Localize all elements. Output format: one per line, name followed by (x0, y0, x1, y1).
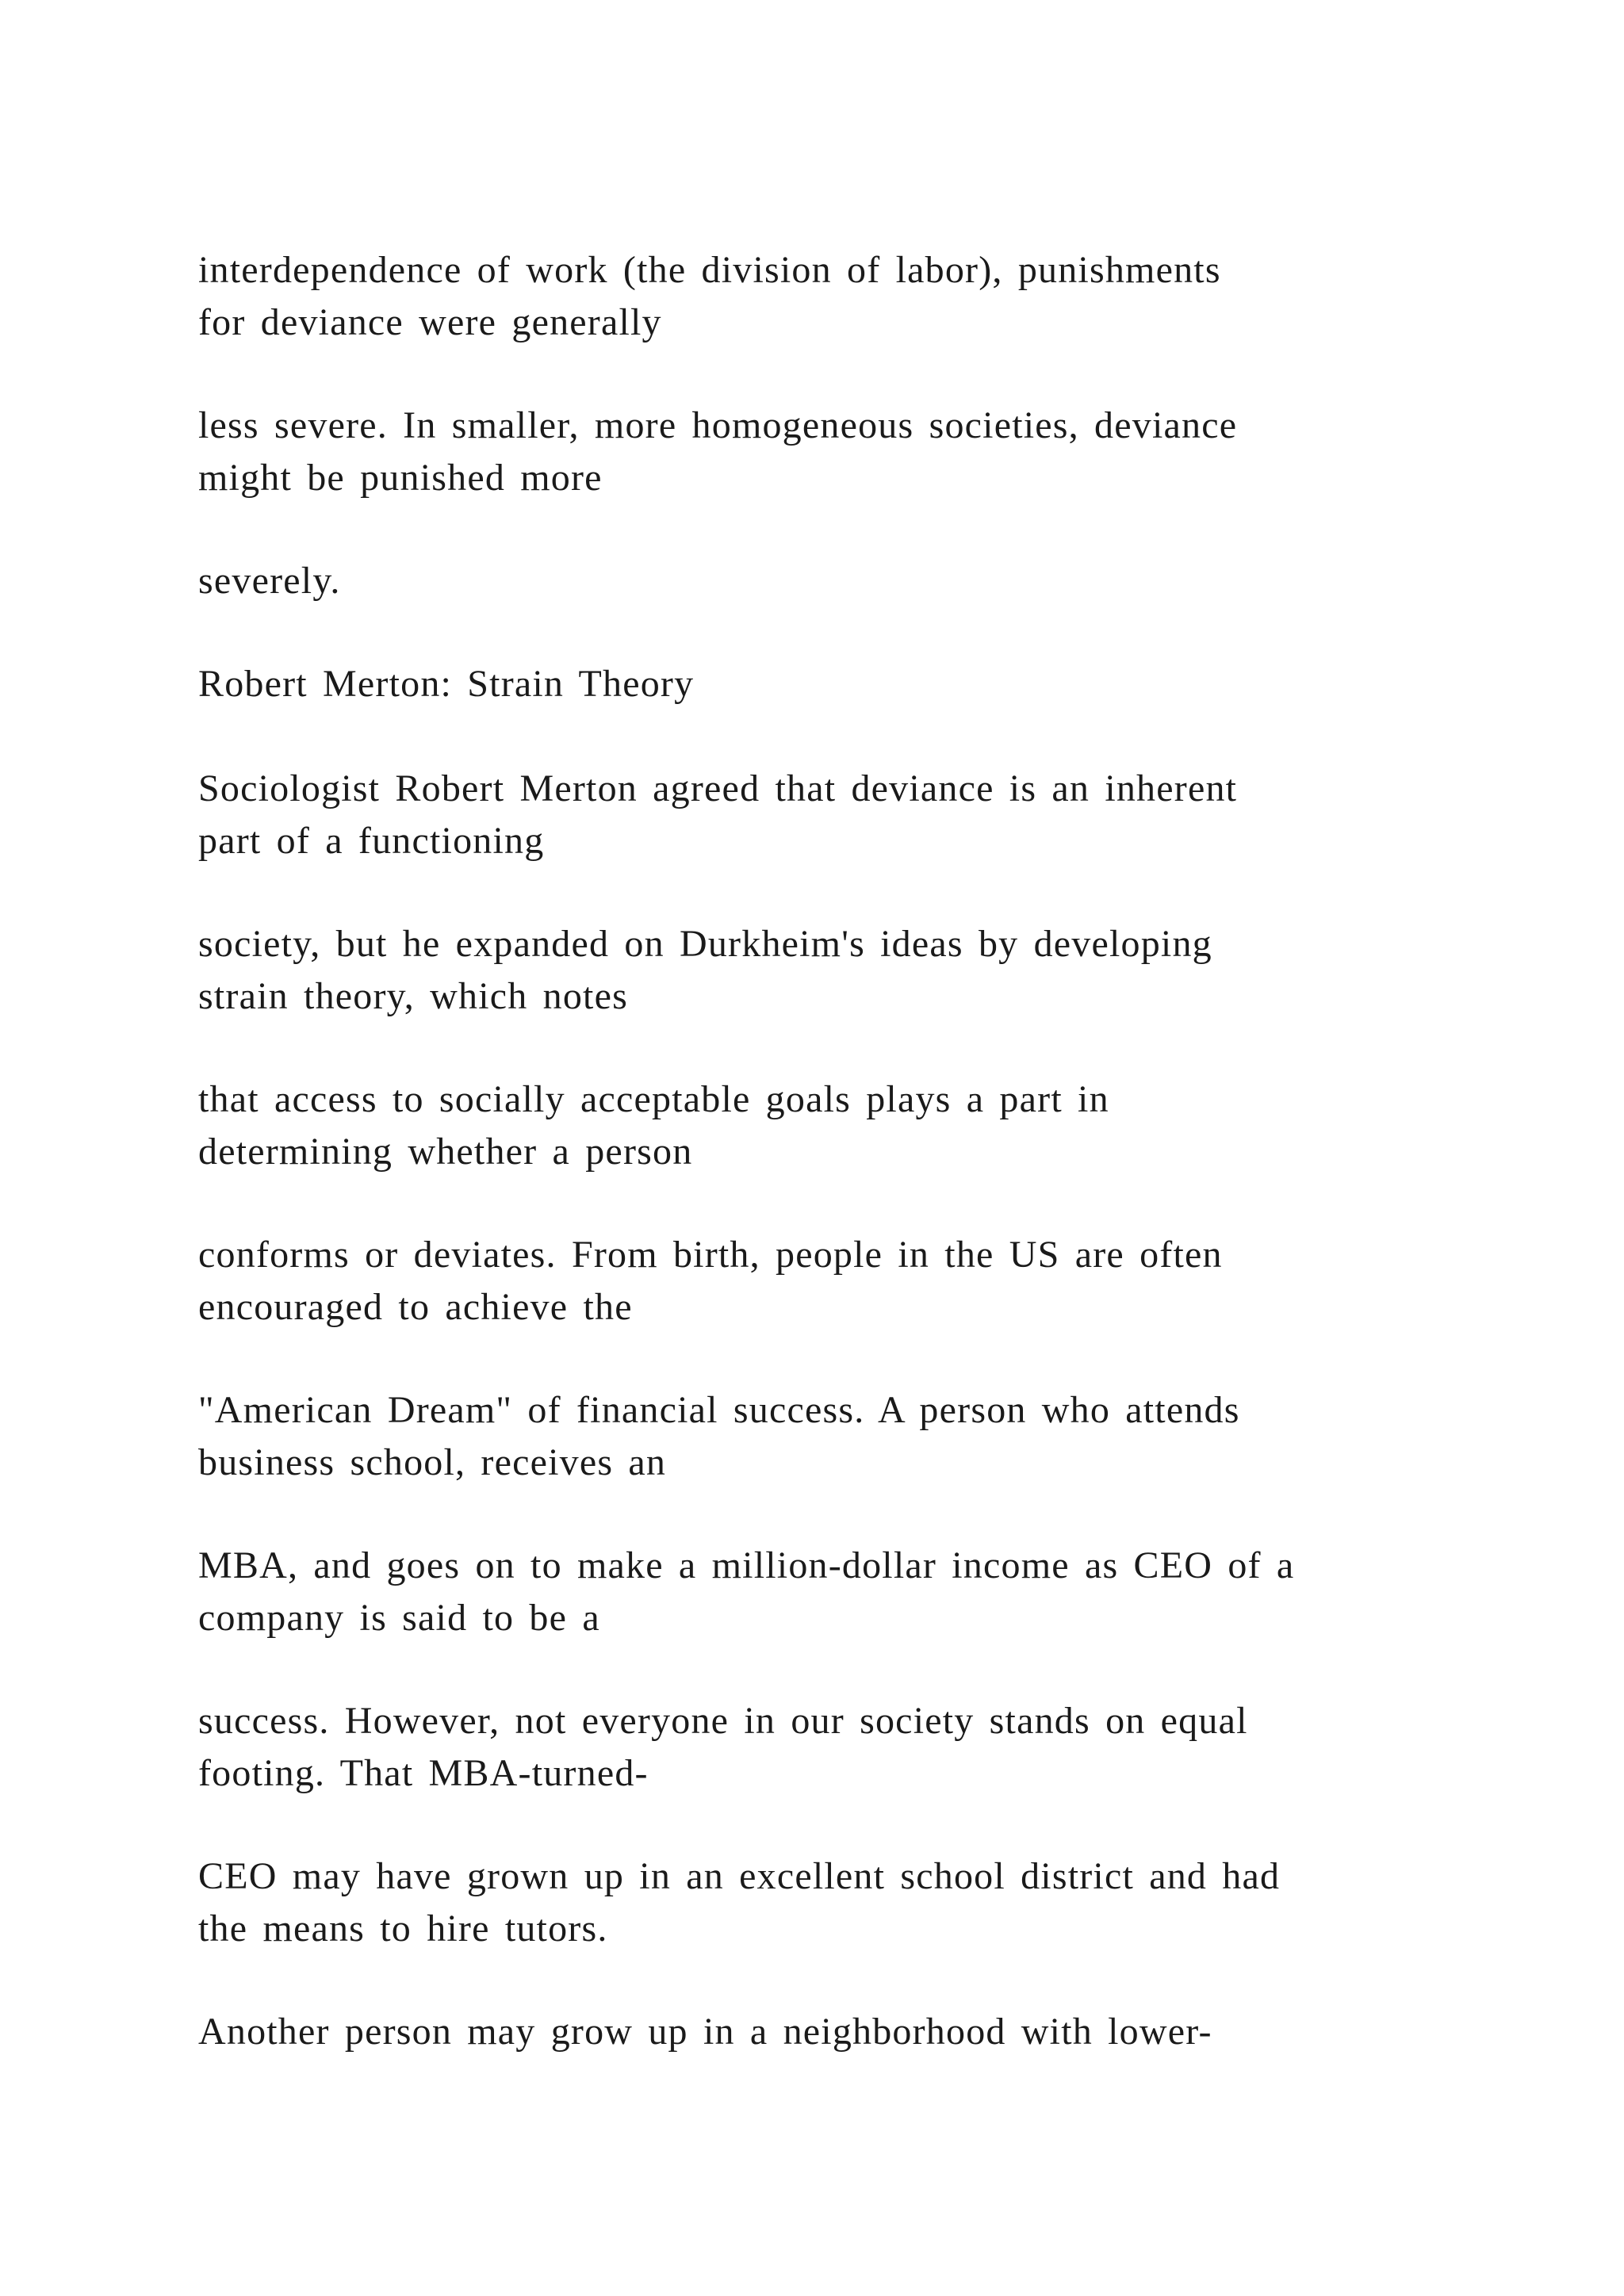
text-line: Sociologist Robert Merton agreed that deviance is an inherent (198, 767, 1238, 809)
paragraph-equal-footing (198, 1695, 1483, 1800)
paragraph-access-to-goals (198, 1073, 1483, 1178)
paragraph-division-of-labor (198, 244, 1483, 349)
text-line: company is said to be a (198, 1597, 600, 1639)
text-line: society, but he expanded on Durkheim's ideas by developing (198, 923, 1212, 965)
text-line: part of a functioning (198, 820, 545, 862)
text-line: MBA, and goes on to make a million-dollar income as CEO of a (198, 1544, 1295, 1586)
text-line: might be punished more (198, 457, 603, 499)
paragraph-merton-agreed (198, 763, 1483, 867)
paragraph-severely (198, 555, 1483, 607)
paragraph-durkheim-ideas (198, 918, 1483, 1023)
text-line: severely. (198, 560, 341, 602)
text-line: CEO may have grown up in an excellent school district and had (198, 1855, 1281, 1897)
text-line: conforms or deviates. From birth, people in the US are often (198, 1234, 1223, 1276)
text-line: success. However, not everyone in our society stands on equal (198, 1700, 1248, 1742)
text-line: for deviance were generally (198, 301, 662, 343)
document-body (198, 244, 1483, 2109)
paragraph-conforms-or-deviates (198, 1229, 1483, 1334)
paragraph-another-person (198, 2006, 1483, 2058)
text-line: "American Dream" of financial success. A person who attends (198, 1389, 1240, 1431)
text-line: that access to socially acceptable goals plays a part in (198, 1078, 1109, 1120)
text-line: determining whether a person (198, 1131, 693, 1173)
text-line: interdependence of work (the division of labor), punishments (198, 249, 1221, 291)
text-line: footing. That MBA-turned- (198, 1752, 649, 1794)
text-line: encouraged to achieve the (198, 1286, 633, 1328)
text-line: strain theory, which notes (198, 975, 628, 1017)
section-heading-strain-theory (198, 658, 1483, 710)
text-line: business school, receives an (198, 1441, 667, 1483)
paragraph-school-district (198, 1850, 1483, 1955)
text-line: Another person may grow up in a neighborhood with lower- (198, 2011, 1212, 2053)
paragraph-less-severe (198, 400, 1483, 504)
text-line: less severe. In smaller, more homogeneous societies, deviance (198, 404, 1238, 446)
paragraph-american-dream (198, 1384, 1483, 1489)
heading-text: Robert Merton: Strain Theory (198, 663, 695, 705)
text-line: the means to hire tutors. (198, 1908, 608, 1950)
paragraph-mba-ceo (198, 1540, 1483, 1644)
